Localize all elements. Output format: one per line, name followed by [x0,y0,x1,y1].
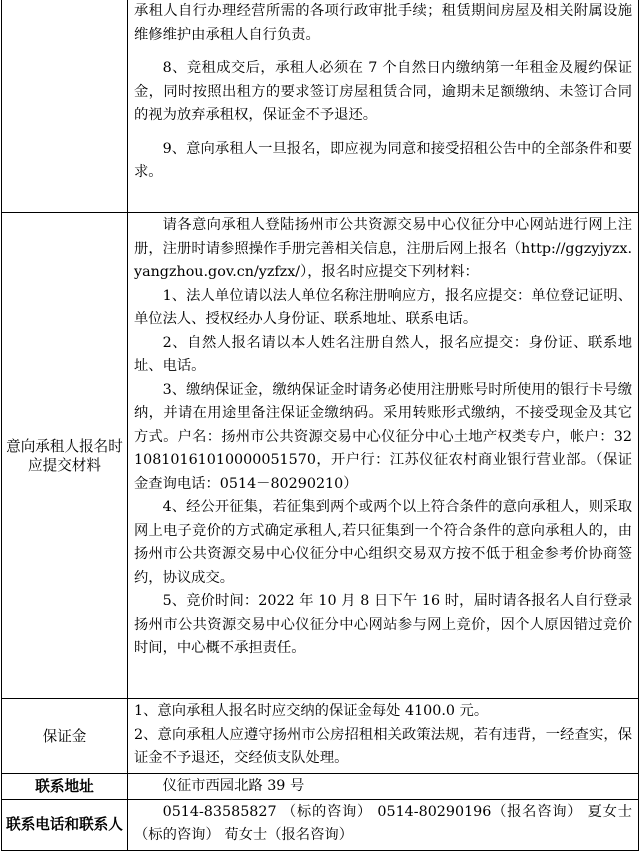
row-lease-terms-label-cell [2,0,128,213]
row-lease-terms [2,0,639,213]
materials-item-2: 2、自然人报名请以本人姓名注册自然人，报名应提交：身份证、联系地址、电话。 [134,334,632,374]
contact-address-label: 联系地址 [2,774,128,800]
terms-paragraph-2: 8、竞租成交后，承租人必须在 7 个自然日内缴纳第一年租金及履约保证金，同时按照出租方的要求签订房屋租赁合同，逾期未足额缴纳、未签订合同的视为放弃承租权，保证金不予退还。 [134,60,632,123]
row-lease-terms-content [128,0,639,213]
materials-item-1: 1、法人单位请以法人单位名称注册响应方，报名应提交：单位登记证明、单位法人、授权经办人身份证、联系地址、联系电话。 [134,287,632,327]
application-materials-content [128,213,639,699]
materials-item-4: 4、经公开征集，若征集到两个或两个以上符合条件的意向承租人，则采取网上电子竞价的方式确定承租人,若只征集到一个符合条件的意向承租人的，由扬州市公共资源交易中心仪征分中心组织交易双方按不低于租金参考价协商签约，协议成交。 [134,499,632,586]
terms-paragraph-3: 9、意向承租人一旦报名，即应视为同意和接受招租公告中的全部条件和要求。 [134,140,632,180]
terms-paragraph-1: 承租人自行办理经营所需的各项行政审批手续；租赁期间房屋及相关附属设施维修维护由承租人自行负责。 [134,3,632,43]
contact-phone-value: 0514-83585827 （标的咨询） 0514-80290196（报名咨询） 夏女士（标的咨询） 荀女士（报名咨询） [134,803,632,843]
row-contact-address [2,774,639,800]
application-materials-label: 意向承租人报名时应提交材料 [2,213,128,699]
materials-item-3: 3、缴纳保证金，缴纳保证金时请务必使用注册账号时所使用的银行卡号缴纳，并请在用途里备注保证金缴纳码。采用转账形式缴纳，不接受现金及其它方式。户名：扬州市公共资源交易中心仪征分中心土地产权类专户，帐户：3210810161010000051570，开户行：江苏仪征农村商业银行营业部。（保证金查询电话：0514－80290210） [134,381,632,492]
materials-intro-paragraph: 请各意向承租人登陆扬州市公共资源交易中心仪征分中心网站进行网上注册，注册时请参照操作手册完善相关信息，注册后网上报名（http://ggzyjyzx.yangzhou.gov.cn/yzfzx/），报名时应提交下列材料： [134,217,632,280]
deposit-content [128,699,639,774]
materials-item-5: 5、竞价时间：2022 年 10 月 8 日下午 16 时，届时请各报名人自行登录扬州市公共资源交易中心仪征分中心网站参与网上竞价，因个人原因错过竞价时间，中心概不承担责任。 [134,593,632,656]
contact-phone-label: 联系电话和联系人 [2,799,128,850]
row-contact-phone [2,799,639,850]
deposit-item-1: 1、意向承租人报名时应交纳的保证金每处 4100.0 元。 [134,703,489,719]
row-deposit [2,699,639,774]
contact-phone-content [128,799,639,850]
row-application-materials [2,213,639,699]
lease-notice-table [1,0,639,851]
contact-address-content [128,774,639,800]
contact-address-value: 仪征市西园北路 39 号 [162,778,305,794]
deposit-label: 保证金 [2,699,128,774]
deposit-item-2: 2、意向承租人应遵守扬州市公房招租相关政策法规，若有违背，一经查实，保证金不予退还，交经侦支队处理。 [134,726,632,766]
